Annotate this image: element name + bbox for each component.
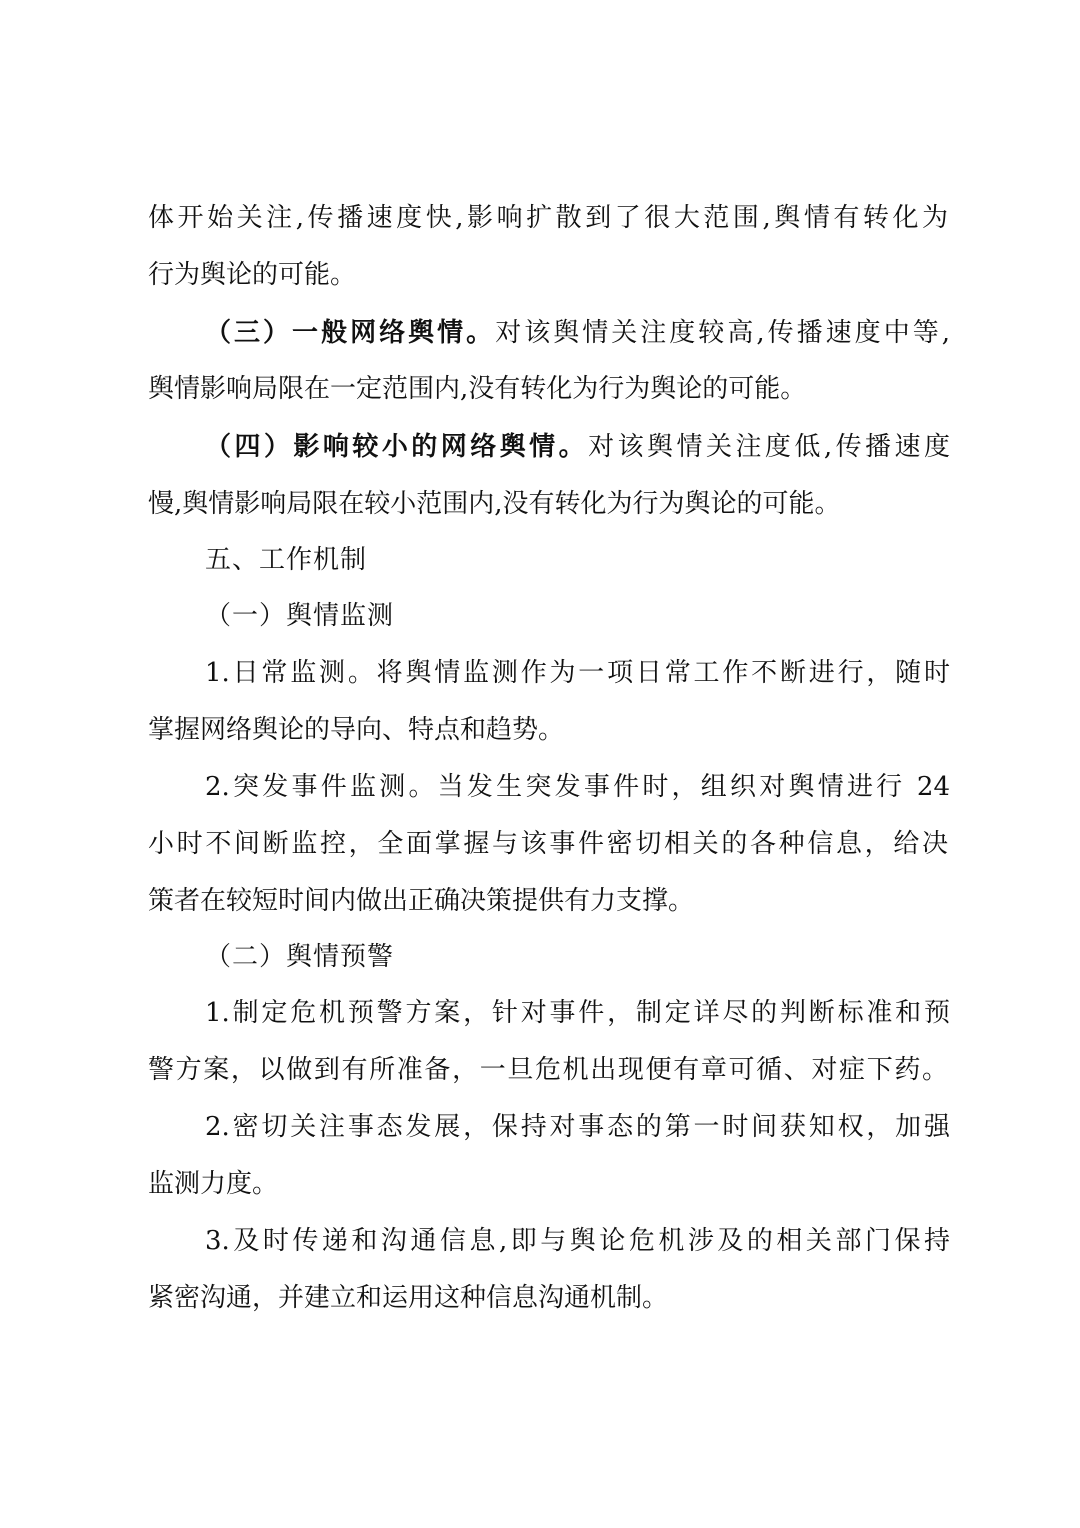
paragraph-text: 对该舆情关注度低,传播速度 — [588, 432, 950, 462]
section-heading-inline: （四）影响较小的网络舆情。 — [205, 432, 589, 462]
paragraph-line: 小时不间断监控，全面掌握与该事件密切相关的各种信息，给决 — [148, 829, 948, 859]
subsection-heading: （一）舆情监测 — [205, 601, 395, 631]
paragraph-line — [205, 419, 950, 475]
paragraph-text: 对该舆情关注度较高,传播速度中等, — [495, 318, 950, 348]
paragraph-line: 体开始关注,传播速度快,影响扩散到了很大范围,舆情有转化为 — [148, 203, 948, 233]
paragraph-line: 2.突发事件监测。当发生突发事件时，组织对舆情进行 24 — [205, 772, 950, 802]
paragraph-line: 策者在较短时间内做出正确决策提供有力支撑。 — [148, 886, 695, 916]
paragraph-line: 监测力度。 — [148, 1169, 279, 1199]
section-heading: 五、工作机制 — [205, 545, 368, 575]
paragraph-line: 舆情影响局限在一定范围内,没有转化为行为舆论的可能。 — [148, 374, 807, 404]
paragraph-line: 行为舆论的可能。 — [148, 260, 357, 290]
paragraph-line: 1.日常监测。将舆情监测作为一项日常工作不断进行，随时 — [205, 658, 950, 688]
subsection-heading: （二）舆情预警 — [205, 942, 395, 972]
paragraph-line: 1.制定危机预警方案，针对事件，制定详尽的判断标准和预 — [205, 998, 950, 1028]
paragraph-line: 紧密沟通，并建立和运用这种信息沟通机制。 — [148, 1283, 669, 1313]
paragraph-line: 2.密切关注事态发展，保持对事态的第一时间获知权，加强 — [205, 1112, 950, 1142]
paragraph-line: 掌握网络舆论的导向、特点和趋势。 — [148, 715, 565, 745]
paragraph-line: 3.及时传递和沟通信息,即与舆论危机涉及的相关部门保持 — [205, 1226, 950, 1256]
paragraph-line: 警方案，以做到有所准备，一旦危机出现便有章可循、对症下药。 — [148, 1055, 948, 1085]
paragraph-line — [205, 305, 950, 361]
paragraph-line: 慢,舆情影响局限在较小范围内,没有转化为行为舆论的可能。 — [148, 489, 841, 519]
section-heading-inline: （三）一般网络舆情。 — [205, 318, 496, 348]
